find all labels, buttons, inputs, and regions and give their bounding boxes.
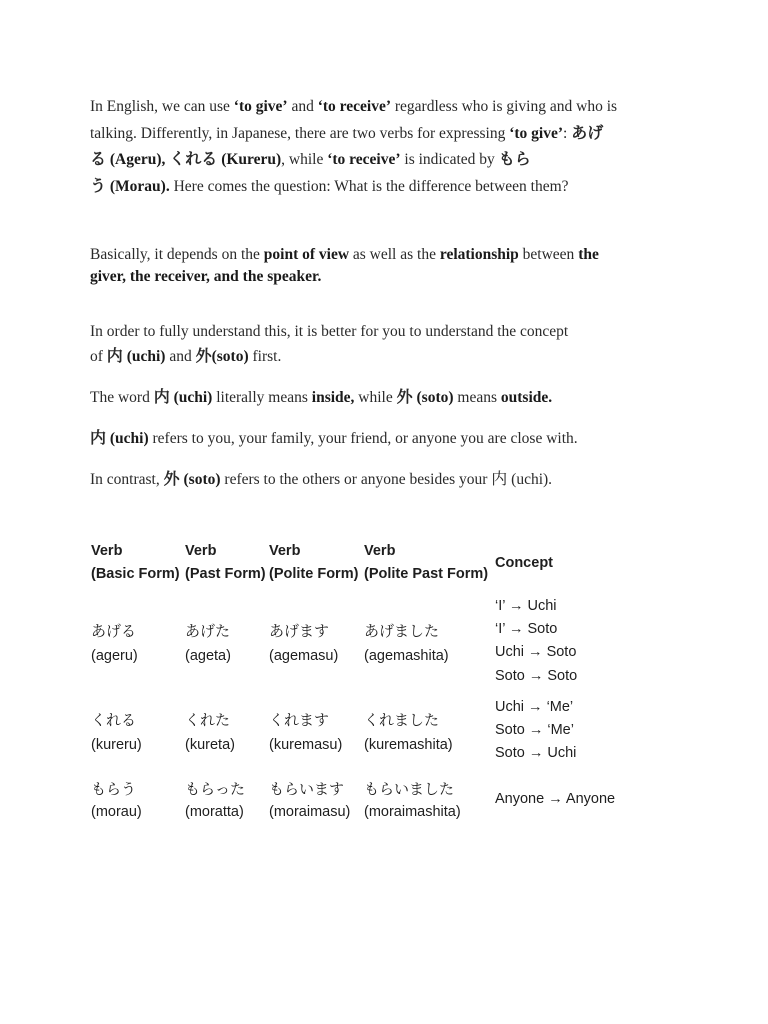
soto-definition-paragraph bbox=[90, 468, 670, 491]
concept-line-2 bbox=[90, 344, 670, 369]
concept-intro-paragraph bbox=[90, 320, 670, 369]
ageru-kana-part: る bbox=[90, 149, 107, 168]
intro-paragraph bbox=[90, 94, 670, 199]
ageru-basic-kana: あげる bbox=[91, 622, 137, 640]
header-polite-top: Verb bbox=[269, 543, 301, 559]
text-run: In English, we can use bbox=[90, 98, 234, 115]
kureru-polite-past-romaji: (kuremashita) bbox=[364, 737, 453, 753]
kureru-concept-2: Soto → ‘Me’ bbox=[495, 722, 574, 738]
uchi-kanji: 内 bbox=[153, 387, 170, 406]
ageru-past-kana: あげた bbox=[185, 622, 231, 640]
pov-line-2 bbox=[90, 266, 670, 288]
text-run: regardless who is giving and who is bbox=[391, 98, 618, 115]
text-run: of bbox=[90, 348, 107, 365]
relationship-term: relationship bbox=[439, 246, 519, 263]
morau-past-romaji: (moratta) bbox=[185, 804, 244, 820]
text-run: between bbox=[518, 246, 579, 263]
ageru-concept-2: ‘I’ → Soto bbox=[495, 621, 558, 637]
text-run: The word bbox=[90, 389, 154, 406]
header-past-bottom: (Past Form) bbox=[185, 566, 266, 582]
kureru-basic-kana: くれる bbox=[91, 711, 137, 729]
kureru-past-romaji: (kureta) bbox=[185, 737, 235, 753]
kureru-basic-romaji: (kureru) bbox=[91, 737, 142, 753]
ageru-concept-3: Uchi → Soto bbox=[495, 644, 577, 660]
text-run: and bbox=[165, 348, 196, 365]
text-run: literally means bbox=[212, 389, 312, 406]
to-receive-term: ‘to receive’ bbox=[327, 151, 401, 168]
header-concept: Concept bbox=[495, 555, 553, 571]
soto-definition-line bbox=[90, 468, 670, 491]
morau-polite-past-romaji: (moraimashita) bbox=[364, 804, 461, 820]
kureru-past-kana: くれた bbox=[185, 711, 231, 729]
soto-kanji: 外 bbox=[396, 387, 413, 406]
bold-text: giver, the receiver, and the speaker. bbox=[90, 268, 322, 285]
intro-line-2 bbox=[90, 120, 670, 147]
text-run: first. bbox=[248, 348, 282, 365]
kureru-polite-romaji: (kuremasu) bbox=[269, 737, 343, 753]
morau-kana-part: う bbox=[90, 175, 107, 195]
to-give-term: ‘to give’ bbox=[233, 98, 288, 115]
soto-kanji: 外 bbox=[163, 469, 180, 488]
text-run: means bbox=[453, 389, 501, 406]
uchi-definition-paragraph bbox=[90, 427, 670, 450]
kureru-concept-3: Soto → Uchi bbox=[495, 745, 577, 761]
header-polite-past-top: Verb bbox=[364, 543, 396, 559]
header-polite-past-bottom: (Polite Past Form) bbox=[364, 566, 489, 582]
kureru-romaji: (Kureru) bbox=[217, 151, 282, 168]
bold-text: the bbox=[578, 246, 599, 263]
text-run: while bbox=[354, 389, 397, 406]
header-past-top: Verb bbox=[185, 543, 217, 559]
uchi-kanji: 内 bbox=[491, 469, 508, 488]
uchi-definition-line bbox=[90, 427, 670, 450]
inside-term: inside, bbox=[311, 389, 355, 406]
morau-basic-romaji: (morau) bbox=[91, 804, 142, 820]
ageru-polite-past-kana: あげました bbox=[364, 622, 440, 640]
intro-line-1 bbox=[90, 94, 670, 120]
kureru-polite-kana: くれます bbox=[269, 711, 330, 729]
kureru-polite-past-kana: くれました bbox=[364, 711, 440, 729]
pov-line-1 bbox=[90, 244, 670, 266]
kureru-concept-1: Uchi → ‘Me’ bbox=[495, 699, 574, 715]
kureru-kana: くれる bbox=[169, 149, 218, 168]
soto-romaji: (soto) bbox=[211, 348, 249, 365]
to-receive-term: ‘to receive’ bbox=[317, 98, 392, 115]
concept-line-1 bbox=[90, 320, 670, 344]
text-run: : bbox=[563, 124, 572, 142]
uchi-kanji: 内 bbox=[106, 346, 123, 365]
morau-kana-part: もら bbox=[498, 149, 531, 168]
uchi-kanji: 内 bbox=[90, 428, 107, 447]
ageru-polite-romaji: (agemasu) bbox=[269, 648, 339, 664]
morau-polite-romaji: (moraimasu) bbox=[269, 804, 351, 820]
outside-term: outside. bbox=[500, 389, 553, 406]
ageru-polite-kana: あげます bbox=[269, 622, 330, 640]
morau-romaji: (Morau). bbox=[106, 177, 170, 195]
intro-line-4 bbox=[90, 173, 670, 200]
text-run: is indicated by bbox=[400, 151, 499, 168]
text-run: (uchi). bbox=[507, 471, 553, 488]
morau-past-kana: もらった bbox=[185, 780, 246, 798]
text-run: as well as the bbox=[349, 246, 440, 263]
header-basic-top: Verb bbox=[91, 543, 123, 559]
text-run: talking. Differently, in Japanese, there are two verbs for expressing bbox=[90, 124, 510, 142]
ageru-past-romaji: (ageta) bbox=[185, 648, 231, 664]
text-run: refers to the others or anyone besides your bbox=[220, 471, 492, 488]
morau-polite-kana: もらいます bbox=[269, 780, 345, 798]
text-run: Basically, it depends on the bbox=[90, 246, 264, 263]
header-basic-bottom: (Basic Form) bbox=[91, 566, 180, 582]
ageru-concept-1: ‘I’ → Uchi bbox=[495, 598, 557, 614]
morau-concept-1: Anyone → Anyone bbox=[495, 791, 616, 807]
uchi-romaji: (uchi) bbox=[169, 389, 213, 406]
morau-basic-kana: もらう bbox=[91, 780, 137, 798]
ageru-concept-4: Soto → Soto bbox=[495, 668, 578, 684]
soto-kanji: 外 bbox=[195, 346, 212, 365]
meaning-line bbox=[90, 386, 670, 409]
soto-romaji: (soto) bbox=[412, 389, 454, 406]
header-polite-bottom: (Polite Form) bbox=[269, 566, 359, 582]
uchi-romaji: (uchi) bbox=[106, 430, 149, 447]
text-run: In contrast, bbox=[90, 471, 164, 488]
text-run: , while bbox=[281, 151, 328, 168]
point-of-view-paragraph bbox=[90, 244, 670, 288]
ageru-polite-past-romaji: (agemashita) bbox=[364, 648, 449, 664]
meaning-paragraph bbox=[90, 386, 670, 409]
ageru-romaji: (Ageru), bbox=[106, 151, 170, 168]
intro-line-3 bbox=[90, 146, 670, 173]
text-run: and bbox=[287, 98, 318, 115]
soto-romaji: (soto) bbox=[179, 471, 221, 488]
text-run: refers to you, your family, your friend, or anyone you are close with. bbox=[148, 430, 578, 447]
ageru-basic-romaji: (ageru) bbox=[91, 648, 138, 664]
text-run: Here comes the question: What is the difference between them? bbox=[169, 177, 569, 195]
text-run: In order to fully understand this, it is better for you to understand the concept bbox=[90, 323, 569, 340]
morau-polite-past-kana: もらいました bbox=[364, 780, 455, 798]
ageru-kana-part: あげ bbox=[571, 122, 604, 142]
uchi-romaji: (uchi) bbox=[122, 348, 166, 365]
to-give-term: ‘to give’ bbox=[509, 124, 564, 142]
point-of-view-term: point of view bbox=[263, 246, 350, 263]
